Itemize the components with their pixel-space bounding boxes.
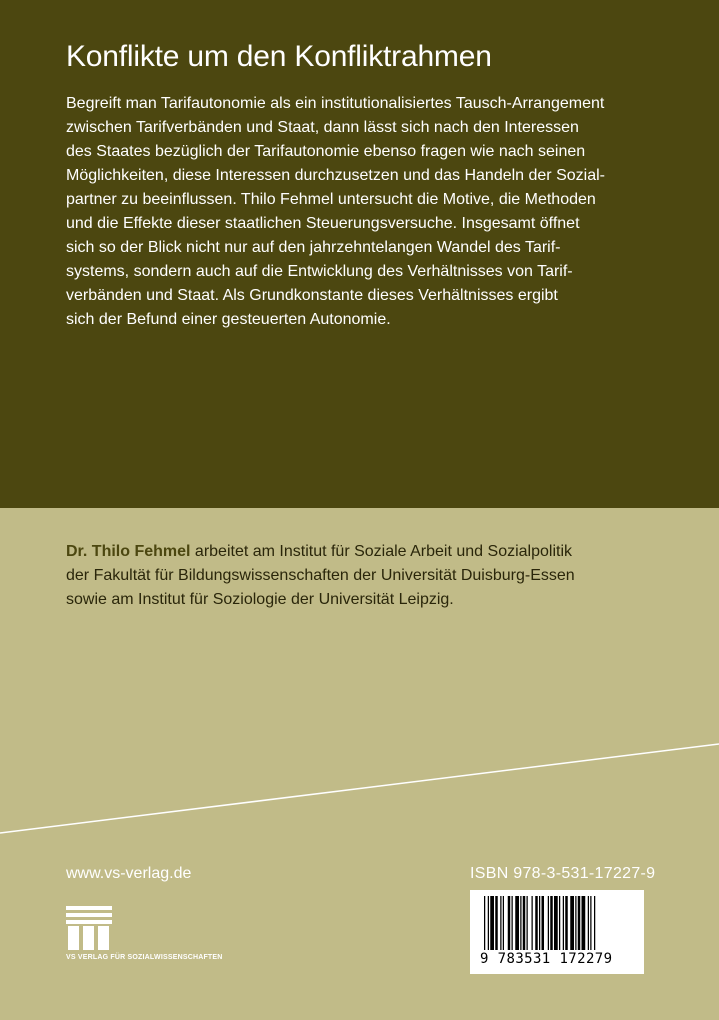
blurb-line: verbänden und Staat. Als Grundkonstante dieses Verhältnisses ergibt xyxy=(66,287,558,304)
barcode-bar xyxy=(515,896,519,950)
author-bio-text: arbeitet am Institut für Soziale Arbeit und Sozialpolitik xyxy=(190,543,572,560)
blurb-line: Begreift man Tarifautonomie als ein institutionalisiertes Tausch-Arrangement xyxy=(66,95,605,112)
publisher-url[interactable]: www.vs-verlag.de xyxy=(66,865,192,882)
blurb-line: und die Effekte dieser staatlichen Steuerungsversuche. Insgesamt öffnet xyxy=(66,215,580,232)
blurb-line: sich der Befund einer gesteuerten Autonomie. xyxy=(66,311,391,328)
blurb-line: Möglichkeiten, diese Interessen durchzusetzen und das Handeln der Sozial- xyxy=(66,167,605,184)
barcode-digits: 9 783531 172279 xyxy=(480,951,613,967)
blurb-line: partner zu beeinflussen. Thilo Fehmel untersucht die Motive, die Methoden xyxy=(66,191,596,208)
blurb-line: systems, sondern auch auf die Entwicklung des Verhältnisses von Tarif- xyxy=(66,263,573,280)
barcode-bar xyxy=(554,896,558,950)
barcode-bar xyxy=(590,896,591,950)
book-title: Konflikte um den Konfliktrahmen xyxy=(66,40,492,73)
barcode-bar xyxy=(559,896,560,950)
isbn-number: ISBN 978-3-531-17227-9 xyxy=(470,865,656,882)
barcode-bar xyxy=(500,896,501,950)
author-bio-line: der Fakultät für Bildungswissenschaften der Universität Duisburg-Essen xyxy=(66,567,575,584)
barcode-bar xyxy=(542,896,545,950)
publisher-logo-text: VS VERLAG FÜR SOZIALWISSENSCHAFTEN xyxy=(66,954,223,961)
barcode-bar xyxy=(582,896,586,950)
top-panel xyxy=(0,0,719,508)
barcode-bar xyxy=(488,896,489,950)
author-bio xyxy=(66,540,686,612)
barcode-bar xyxy=(578,896,581,950)
barcode-bar xyxy=(575,896,576,950)
vs-verlag-logo-icon xyxy=(66,906,116,950)
author-bio-line: sowie am Institut für Soziologie der Universität Leipzig. xyxy=(66,591,454,608)
publisher-logo xyxy=(66,906,246,966)
author-bio-line xyxy=(66,540,686,564)
barcode-bar xyxy=(550,896,553,950)
author-name: Dr. Thilo Fehmel xyxy=(66,543,191,560)
barcode xyxy=(470,890,644,974)
barcode-bar xyxy=(565,896,568,950)
blurb-text xyxy=(66,92,676,332)
barcode-bar xyxy=(523,896,526,950)
blurb-line: zwischen Tarifverbänden und Staat, dann lässt sich nach den Interessen xyxy=(66,119,579,136)
barcode-bar xyxy=(588,896,589,950)
barcode-bar xyxy=(539,896,540,950)
barcode-bar xyxy=(548,896,549,950)
barcode-bar xyxy=(532,896,533,950)
barcode-bar xyxy=(508,896,511,950)
barcode-bars xyxy=(484,896,630,950)
barcode-bar xyxy=(503,896,504,950)
barcode-bar xyxy=(512,896,513,950)
barcode-bar xyxy=(594,896,595,950)
barcode-bar xyxy=(520,896,521,950)
barcode-bar xyxy=(563,896,564,950)
blurb-line: des Staates bezüglich der Tarifautonomie ebenso fragen wie nach seinen xyxy=(66,143,586,160)
barcode-bar xyxy=(495,896,498,950)
barcode-bar xyxy=(484,896,485,950)
barcode-bar xyxy=(490,896,494,950)
barcode-bar xyxy=(535,896,538,950)
barcode-bar xyxy=(527,896,528,950)
blurb-line: sich so der Blick nicht nur auf den jahrzehntelangen Wandel des Tarif- xyxy=(66,239,561,256)
barcode-bar xyxy=(570,896,574,950)
